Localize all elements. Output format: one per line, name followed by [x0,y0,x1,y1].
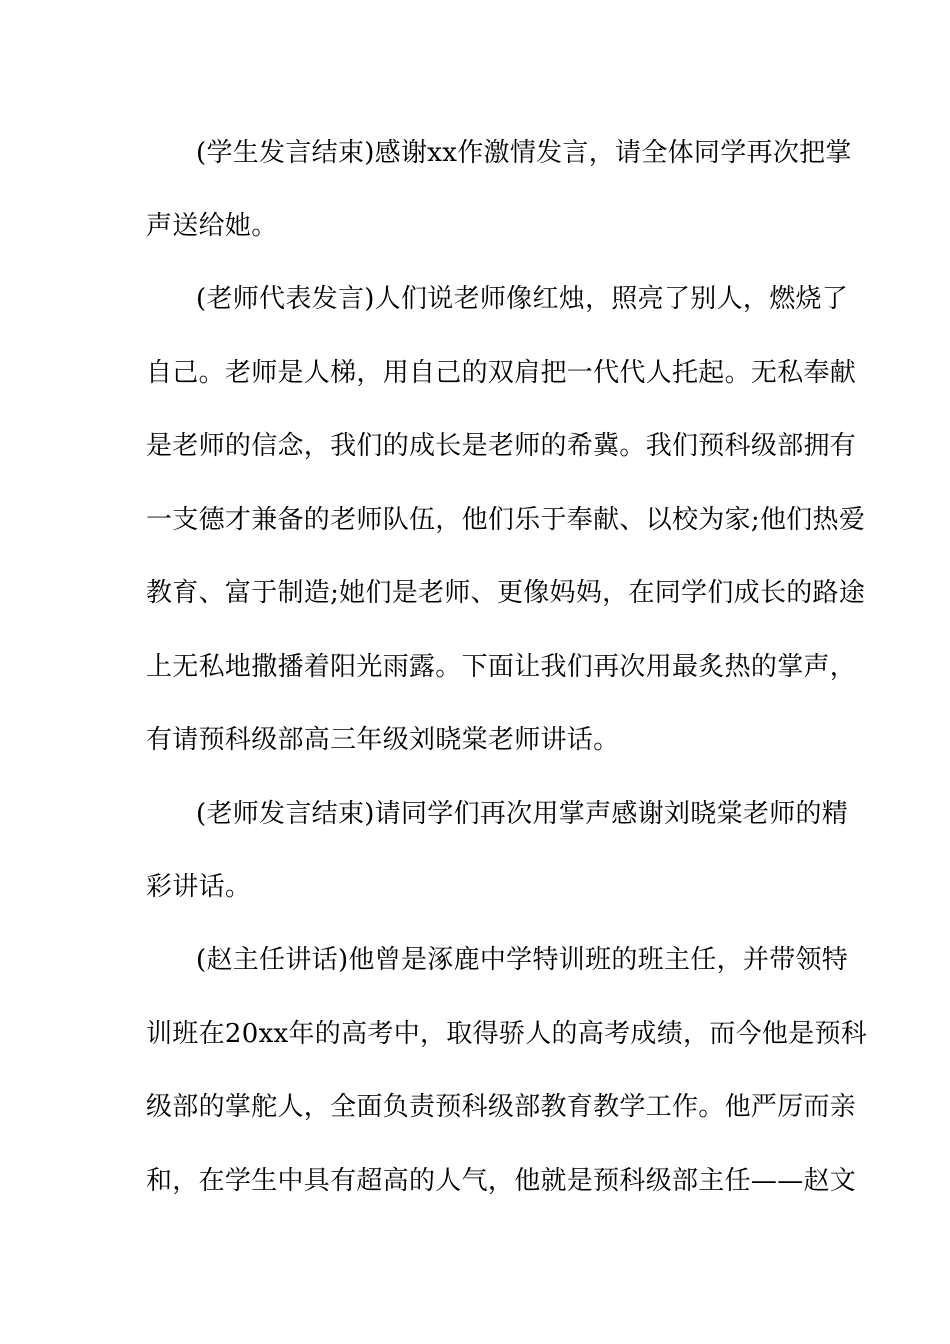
paragraph-1-line-1: (学生发言结束)感谢xx作激情发言，请全体同学再次把掌 [196,138,852,168]
paragraph-3-line-2: 彩讲话。 [146,872,252,902]
paragraph-4-line-4: 和，在学生中具有超高的人气，他就是预科级部主任——赵文 [146,1166,857,1196]
paragraph-2-line-1: (老师代表发言)人们说老师像红烛，照亮了别人，燃烧了 [196,284,849,314]
paragraph-4-line-3: 级部的掌舵人，全面负责预科级部教育教学工作。他严厉而亲 [146,1092,857,1122]
paragraph-4-line-1: (赵主任讲话)他曾是涿鹿中学特训班的班主任，并带领特 [196,945,849,975]
paragraph-2-line-7: 有请预科级部高三年级刘晓棠老师讲话。 [146,725,620,755]
paragraph-4-line-2: 训班在20xx年的高考中，取得骄人的高考成绩，而今他是预科 [146,1019,868,1049]
paragraph-2-line-3: 是老师的信念，我们的成长是老师的希冀。我们预科级部拥有 [146,431,857,461]
paragraph-2-line-6: 上无私地撒播着阳光雨露。下面让我们再次用最炙热的掌声， [146,652,857,682]
paragraph-1-line-2: 声送给她。 [146,211,278,241]
paragraph-3-line-1: (老师发言结束)请同学们再次用掌声感谢刘晓棠老师的精 [196,799,849,829]
paragraph-2-line-5: 教育、富于制造;她们是老师、更像妈妈，在同学们成长的路途 [146,578,866,608]
paragraph-2-line-2: 自己。老师是人梯，用自己的双肩把一代代人托起。无私奉献 [146,358,857,388]
paragraph-2-line-4: 一支德才兼备的老师队伍，他们乐于奉献、以校为家;他们热爱 [146,505,866,535]
